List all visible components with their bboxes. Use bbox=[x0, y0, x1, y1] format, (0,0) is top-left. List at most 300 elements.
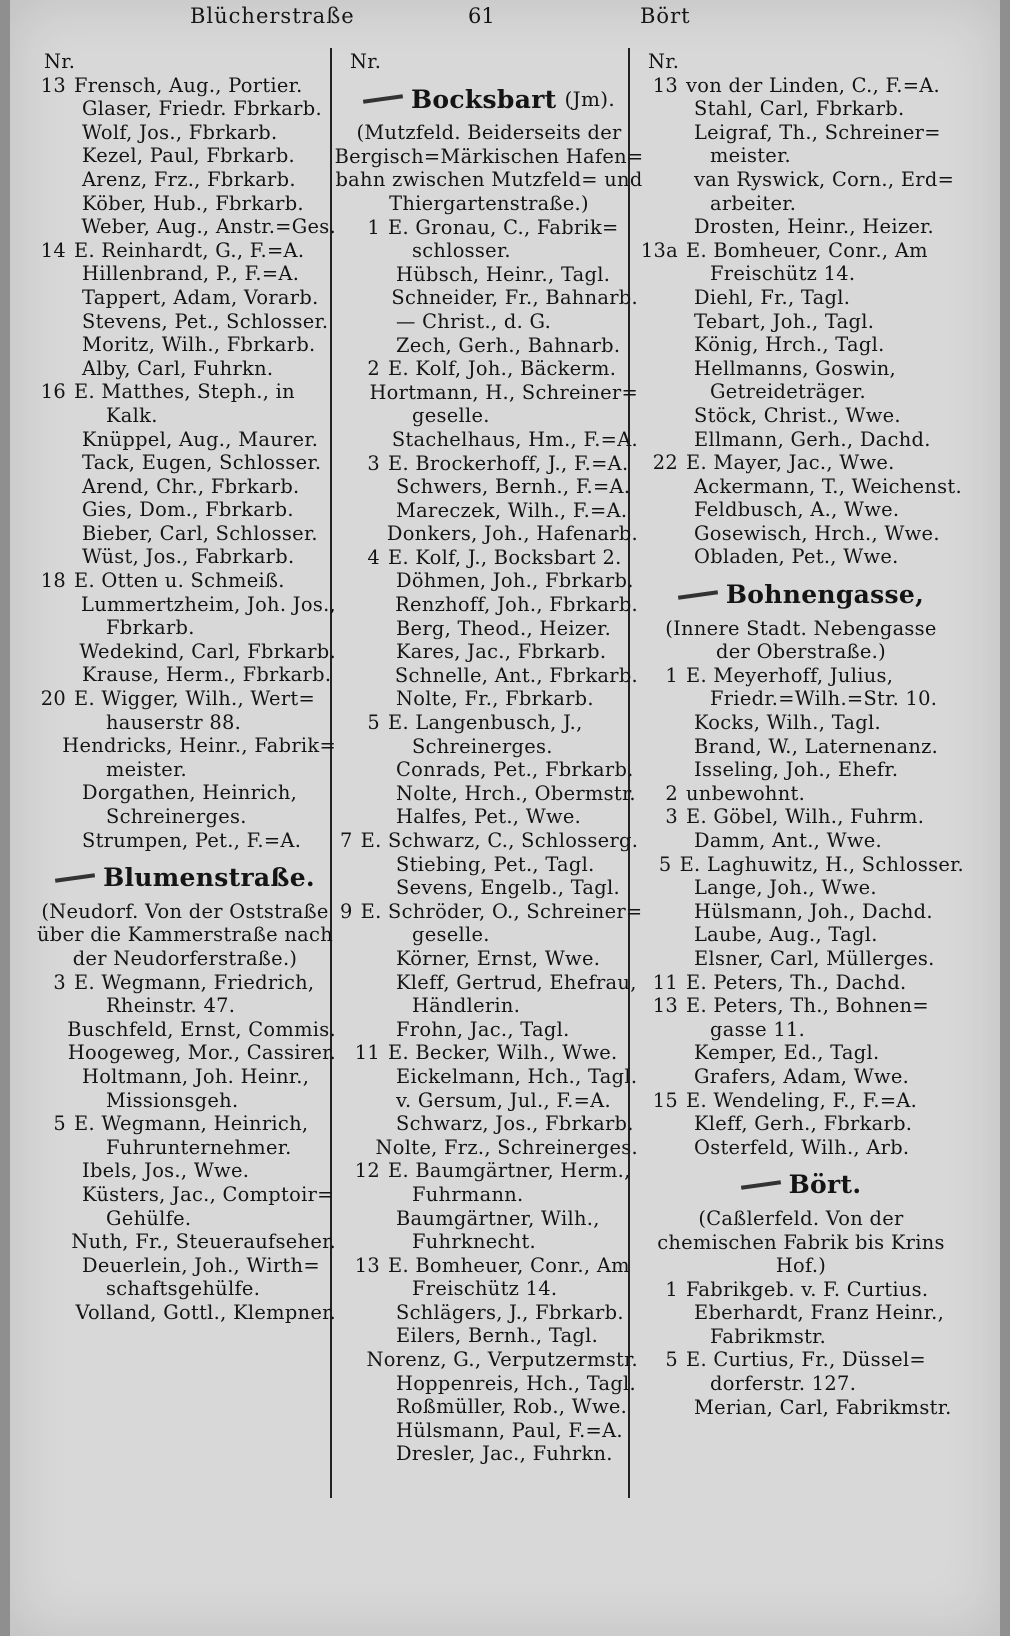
house-number bbox=[340, 1442, 388, 1466]
entry-text: E. Reinhardt, G., F.=A. bbox=[74, 238, 305, 262]
directory-entry bbox=[34, 50, 336, 74]
directory-entry bbox=[34, 994, 336, 1018]
house-number bbox=[638, 711, 686, 735]
entry-text: Körner, Ernst, Wwe. bbox=[396, 946, 601, 970]
entry-text: Frohn, Jac., Tagl. bbox=[396, 1017, 570, 1041]
house-number: 13 bbox=[354, 1253, 380, 1277]
directory-entry bbox=[340, 1159, 638, 1183]
entry-text: E. Wigger, Wilh., Wert= bbox=[74, 687, 316, 711]
directory-entry bbox=[340, 1183, 638, 1207]
header-left-street: Blücherstraße bbox=[190, 4, 355, 28]
directory-entry bbox=[340, 687, 638, 711]
entry-text: Krause, Herm., Fbrkarb. bbox=[82, 663, 332, 687]
section-description: bahn zwischen Mutzfeld= und bbox=[335, 168, 643, 192]
house-number: 13 bbox=[652, 994, 678, 1018]
directory-entry bbox=[340, 1348, 638, 1372]
directory-entry bbox=[34, 380, 336, 404]
house-number: 15 bbox=[652, 1088, 678, 1112]
house-number bbox=[340, 1018, 388, 1042]
directory-entry bbox=[34, 734, 336, 758]
section-heading bbox=[34, 863, 336, 893]
directory-entry bbox=[34, 1277, 336, 1301]
house-number bbox=[34, 829, 74, 853]
house-number bbox=[638, 1136, 686, 1160]
directory-entry bbox=[34, 616, 336, 640]
directory-entry bbox=[34, 1230, 336, 1254]
entry-continuation: Rheinstr. 47. bbox=[106, 994, 236, 1018]
section-description: (Innere Stadt. Nebengasse bbox=[665, 616, 937, 640]
house-number bbox=[34, 1018, 59, 1042]
heading-dash bbox=[55, 873, 95, 883]
house-number bbox=[34, 781, 74, 805]
directory-entry bbox=[638, 1112, 964, 1136]
directory-entry bbox=[340, 357, 638, 381]
column-right bbox=[638, 50, 964, 1419]
house-number bbox=[34, 357, 74, 381]
entry-text: Obladen, Pet., Wwe. bbox=[694, 545, 899, 569]
entry-text: Köber, Hub., Fbrkarb. bbox=[82, 191, 304, 215]
entry-continuation: Händlerin. bbox=[412, 994, 521, 1018]
directory-entry bbox=[340, 1207, 638, 1231]
house-number bbox=[34, 545, 74, 569]
section-heading bbox=[638, 1170, 964, 1200]
entry-text: Weber, Aug., Anstr.=Ges. bbox=[81, 215, 336, 239]
directory-entry bbox=[340, 381, 638, 405]
directory-entry bbox=[34, 1254, 336, 1278]
entry-text: Wedekind, Carl, Fbrkarb. bbox=[79, 639, 336, 663]
entry-text: Buschfeld, Ernst, Commis. bbox=[67, 1017, 336, 1041]
entry-text: E. Wegmann, Friedrich, bbox=[74, 970, 315, 994]
directory-entry bbox=[638, 1301, 964, 1325]
entry-text: Gosewisch, Hrch., Wwe. bbox=[694, 521, 940, 545]
entry-text: Deuerlein, Joh., Wirth= bbox=[82, 1253, 320, 1277]
house-number: 20 bbox=[40, 687, 66, 711]
house-number: 5 bbox=[367, 711, 380, 735]
directory-entry bbox=[340, 1301, 638, 1325]
directory-entry bbox=[34, 144, 336, 168]
entry-text: Kleff, Gerh., Fbrkarb. bbox=[694, 1112, 913, 1136]
directory-entry bbox=[638, 262, 964, 286]
section-title: Bohnengasse, bbox=[725, 580, 925, 610]
directory-entry bbox=[340, 1442, 638, 1466]
house-number bbox=[638, 947, 686, 971]
house-number: 4 bbox=[367, 545, 380, 569]
house-number bbox=[638, 923, 686, 947]
section-description: chemischen Fabrik bis Krins bbox=[657, 1230, 945, 1254]
house-number bbox=[340, 1324, 388, 1348]
entry-text: Kleff, Gertrud, Ehefrau, bbox=[396, 970, 637, 994]
entry-text: E. Curtius, Fr., Düssel= bbox=[686, 1348, 926, 1372]
entry-continuation: Schreinerges. bbox=[412, 734, 553, 758]
house-number bbox=[340, 428, 384, 452]
house-number bbox=[340, 640, 388, 664]
directory-entry bbox=[340, 216, 638, 240]
house-number bbox=[638, 97, 686, 121]
house-number: 1 bbox=[665, 1277, 678, 1301]
directory-entry bbox=[638, 758, 964, 782]
directory-entry bbox=[638, 947, 964, 971]
entry-text: Eickelmann, Hch., Tagl. bbox=[396, 1064, 638, 1088]
entry-text: E. Kolf, J., Bocksbart 2. bbox=[388, 545, 622, 569]
entry-text: E. Laghuwitz, H., Schlosser. bbox=[679, 852, 964, 876]
directory-entry bbox=[340, 664, 638, 688]
directory-entry bbox=[638, 357, 964, 381]
directory-entry bbox=[34, 310, 336, 334]
entry-continuation: Freischütz 14. bbox=[412, 1277, 558, 1301]
house-number bbox=[34, 192, 74, 216]
entry-text: Brand, W., Laternenanz. bbox=[694, 734, 939, 758]
entry-text: Schlägers, J., Fbrkarb. bbox=[396, 1300, 624, 1324]
house-number bbox=[638, 215, 686, 239]
entry-continuation: Fuhrknecht. bbox=[412, 1230, 537, 1254]
entry-text: Strumpen, Pet., F.=A. bbox=[82, 828, 302, 852]
house-number: 3 bbox=[367, 451, 380, 475]
house-number bbox=[340, 853, 388, 877]
house-number bbox=[34, 333, 74, 357]
directory-entry bbox=[638, 1325, 964, 1349]
entry-continuation: Kalk. bbox=[106, 403, 158, 427]
entry-text: Hübsch, Heinr., Tagl. bbox=[396, 262, 611, 286]
column-middle bbox=[334, 50, 644, 1466]
entry-text: Renzhoff, Joh., Fbrkarb. bbox=[395, 593, 638, 617]
entry-text: E. Wegmann, Heinrich, bbox=[74, 1112, 309, 1136]
directory-entry bbox=[638, 428, 964, 452]
section-description: (Neudorf. Von der Oststraße bbox=[41, 899, 329, 923]
entry-text: Diehl, Fr., Tagl. bbox=[694, 285, 851, 309]
house-number bbox=[340, 1419, 388, 1443]
entry-text: v. Gersum, Jul., F.=A. bbox=[396, 1088, 611, 1112]
directory-entry bbox=[638, 994, 964, 1018]
entry-text: Ellmann, Gerh., Dachd. bbox=[694, 427, 931, 451]
directory-entry bbox=[34, 522, 336, 546]
directory-entry bbox=[34, 428, 336, 452]
house-number bbox=[34, 144, 74, 168]
directory-entry bbox=[34, 498, 336, 522]
entry-text: Hillenbrand, P., F.=A. bbox=[82, 262, 300, 286]
entry-text: Drosten, Heinr., Heizer. bbox=[694, 215, 935, 239]
directory-entry bbox=[638, 50, 964, 74]
section-suffix: (Jm). bbox=[564, 86, 615, 111]
directory-entry bbox=[340, 428, 638, 452]
house-number bbox=[340, 1136, 368, 1160]
house-number: 2 bbox=[367, 357, 380, 381]
directory-entry bbox=[638, 876, 964, 900]
house-number bbox=[340, 1372, 388, 1396]
entry-text: Eberhardt, Franz Heinr., bbox=[694, 1301, 945, 1325]
entry-text: E. Brockerhoff, J., F.=A. bbox=[388, 451, 629, 475]
entry-continuation: hauserstr 88. bbox=[106, 710, 242, 734]
house-number bbox=[340, 617, 388, 641]
directory-entry bbox=[638, 74, 964, 98]
directory-entry bbox=[34, 1112, 336, 1136]
house-number bbox=[638, 876, 686, 900]
entry-continuation: Freischütz 14. bbox=[710, 262, 856, 286]
directory-entry bbox=[34, 192, 336, 216]
house-number: 22 bbox=[652, 451, 678, 475]
directory-entry bbox=[638, 380, 964, 404]
directory-entry bbox=[340, 805, 638, 829]
house-number bbox=[340, 1207, 388, 1231]
house-number bbox=[638, 1301, 686, 1325]
entry-text: Hendricks, Heinr., Fabrik= bbox=[62, 734, 336, 758]
directory-entry bbox=[638, 192, 964, 216]
directory-page bbox=[10, 0, 1000, 1636]
directory-entry bbox=[34, 1159, 336, 1183]
entry-text: Stiebing, Pet., Tagl. bbox=[396, 852, 595, 876]
entry-text: Dorgathen, Heinrich, bbox=[82, 781, 298, 805]
directory-entry bbox=[340, 1254, 638, 1278]
house-number bbox=[340, 664, 387, 688]
entry-text: Nolte, Fr., Fbrkarb. bbox=[396, 687, 594, 711]
directory-entry bbox=[34, 805, 336, 829]
entry-text: Schwers, Bernh., F.=A. bbox=[396, 475, 631, 499]
directory-entry bbox=[638, 97, 964, 121]
house-number bbox=[638, 404, 686, 428]
entry-text: E. Göbel, Wilh., Fuhrm. bbox=[686, 805, 925, 829]
entry-text: Merian, Carl, Fabrikmstr. bbox=[694, 1395, 952, 1419]
directory-entry bbox=[34, 1301, 336, 1325]
entry-text: Schnelle, Ant., Fbrkarb. bbox=[394, 663, 638, 687]
directory-entry bbox=[340, 1041, 638, 1065]
entry-text: Tack, Eugen, Schlosser. bbox=[82, 451, 322, 475]
house-number: 3 bbox=[665, 805, 678, 829]
entry-text: Stöck, Christ., Wwe. bbox=[694, 403, 901, 427]
directory-entry bbox=[340, 522, 638, 546]
house-number bbox=[340, 263, 388, 287]
house-number: 13 bbox=[652, 73, 678, 97]
directory-entry bbox=[34, 971, 336, 995]
house-number bbox=[34, 428, 74, 452]
entry-text: Hellmanns, Goswin, bbox=[694, 356, 896, 380]
directory-entry bbox=[638, 168, 964, 192]
entry-text: Fabrikgeb. v. F. Curtius. bbox=[686, 1277, 929, 1301]
entry-text: Laube, Aug., Tagl. bbox=[694, 923, 878, 947]
entry-continuation: schlosser. bbox=[412, 239, 511, 263]
entry-text: Hoogeweg, Mor., Cassirer. bbox=[67, 1041, 336, 1065]
directory-entry bbox=[34, 262, 336, 286]
directory-entry bbox=[34, 829, 336, 853]
directory-entry bbox=[340, 546, 638, 570]
entry-text: Berg, Theod., Heizer. bbox=[396, 616, 612, 640]
house-number bbox=[638, 900, 686, 924]
house-number bbox=[34, 1159, 74, 1183]
directory-entry bbox=[34, 663, 336, 687]
entry-text: Sevens, Engelb., Tagl. bbox=[396, 876, 620, 900]
directory-entry bbox=[340, 640, 638, 664]
entry-text: Nuth, Fr., Steueraufseher. bbox=[71, 1230, 336, 1254]
house-number: 12 bbox=[354, 1159, 380, 1183]
directory-entry bbox=[638, 853, 964, 877]
directory-entry bbox=[340, 829, 638, 853]
entry-text: Lummertzheim, Joh. Jos., bbox=[81, 592, 336, 616]
house-number: 3 bbox=[53, 970, 66, 994]
house-number bbox=[34, 286, 74, 310]
entry-text: Stachelhaus, Hm., F.=A. bbox=[391, 427, 638, 451]
entry-continuation: Getreideträger. bbox=[710, 380, 866, 404]
entry-text: Gies, Dom., Fbrkarb. bbox=[82, 498, 294, 522]
directory-entry bbox=[638, 1348, 964, 1372]
directory-entry bbox=[340, 404, 638, 428]
entry-continuation: arbeiter. bbox=[710, 191, 797, 215]
entry-continuation: Missionsgeh. bbox=[106, 1088, 239, 1112]
entry-text: Nolte, Hrch., Obermstr. bbox=[396, 781, 636, 805]
directory-entry bbox=[340, 475, 638, 499]
house-number bbox=[340, 334, 388, 358]
directory-entry bbox=[638, 1136, 964, 1160]
entry-continuation: geselle. bbox=[412, 923, 490, 947]
entry-text: Hülsmann, Joh., Dachd. bbox=[694, 899, 933, 923]
section-description: der Neudorferstraße.) bbox=[72, 946, 298, 970]
directory-entry bbox=[638, 687, 964, 711]
house-number bbox=[34, 593, 73, 617]
section-title: Bört. bbox=[788, 1170, 862, 1200]
directory-entry bbox=[340, 239, 638, 263]
entry-text: E. Kolf, Joh., Bäckerm. bbox=[388, 357, 617, 381]
directory-entry bbox=[638, 782, 964, 806]
entry-continuation: Schreinerges. bbox=[106, 805, 247, 828]
entry-text: E. Schwarz, C., Schlosserg. bbox=[360, 829, 639, 852]
entry-text: Tebart, Joh., Tagl. bbox=[694, 309, 875, 333]
house-number bbox=[638, 1396, 686, 1420]
entry-text: Nr. bbox=[350, 50, 382, 73]
entry-continuation: meister. bbox=[106, 757, 187, 781]
directory-entry bbox=[638, 239, 964, 263]
house-number bbox=[34, 1254, 74, 1278]
heading-dash bbox=[741, 1180, 781, 1190]
house-number bbox=[638, 1041, 686, 1065]
entry-text: E. Becker, Wilh., Wwe. bbox=[388, 1041, 618, 1065]
house-number bbox=[340, 805, 388, 829]
entry-continuation: meister. bbox=[710, 144, 791, 168]
house-number bbox=[34, 168, 74, 192]
directory-entry bbox=[340, 1395, 638, 1419]
house-number bbox=[638, 168, 686, 192]
house-number bbox=[340, 971, 388, 995]
entry-text: Volland, Gottl., Klempner. bbox=[75, 1300, 336, 1324]
directory-entry bbox=[638, 900, 964, 924]
entry-text: Baumgärtner, Wilh., bbox=[396, 1206, 600, 1230]
directory-entry bbox=[638, 310, 964, 334]
directory-entry bbox=[340, 569, 638, 593]
directory-entry bbox=[638, 522, 964, 546]
directory-entry bbox=[638, 805, 964, 829]
directory-entry bbox=[340, 1112, 638, 1136]
entry-continuation: geselle. bbox=[412, 404, 490, 428]
entry-text: Bieber, Carl, Schlosser. bbox=[82, 521, 318, 545]
directory-entry bbox=[34, 451, 336, 475]
directory-entry bbox=[638, 545, 964, 569]
house-number: 5 bbox=[658, 852, 672, 876]
entry-text: E. Baumgärtner, Herm., bbox=[388, 1159, 631, 1183]
house-number bbox=[340, 522, 379, 546]
house-number bbox=[340, 758, 388, 782]
directory-entry bbox=[340, 1230, 638, 1254]
entry-text: Kares, Jac., Fbrkarb. bbox=[396, 640, 607, 664]
directory-entry bbox=[340, 758, 638, 782]
section-title: Blumenstraße. bbox=[103, 863, 315, 893]
directory-entry bbox=[638, 1041, 964, 1065]
house-number bbox=[340, 381, 361, 405]
entry-text: Damm, Ant., Wwe. bbox=[694, 829, 882, 852]
house-number bbox=[34, 1065, 74, 1089]
directory-entry bbox=[34, 687, 336, 711]
entry-text: Ackermann, T., Weichenst. bbox=[694, 474, 962, 498]
directory-entry bbox=[34, 286, 336, 310]
entry-text: E. Langenbusch, J., bbox=[388, 711, 583, 735]
entry-continuation: Fuhrmann. bbox=[412, 1182, 524, 1206]
page-header bbox=[10, 4, 1000, 34]
house-number bbox=[638, 286, 686, 310]
entry-text: Frensch, Aug., Portier. bbox=[74, 73, 303, 97]
directory-entry bbox=[34, 333, 336, 357]
entry-text: Tappert, Adam, Vorarb. bbox=[82, 285, 319, 309]
entry-text: E. Schröder, O., Schreiner= bbox=[360, 899, 643, 923]
directory-entry bbox=[638, 711, 964, 735]
entry-text: Hortmann, H., Schreiner= bbox=[369, 380, 638, 404]
entry-text: E. Matthes, Steph., in bbox=[74, 380, 295, 404]
house-number bbox=[638, 829, 686, 853]
house-number: 5 bbox=[665, 1348, 678, 1372]
directory-entry bbox=[638, 1396, 964, 1420]
directory-entry bbox=[638, 404, 964, 428]
section-description: Hof.) bbox=[775, 1254, 827, 1278]
entry-text: Zech, Gerh., Bahnarb. bbox=[396, 333, 621, 357]
directory-entry bbox=[340, 310, 638, 334]
directory-entry bbox=[638, 286, 964, 310]
entry-text: E. Peters, Th., Bohnen= bbox=[686, 994, 929, 1018]
house-number: 16 bbox=[40, 380, 66, 404]
page-number: 61 bbox=[468, 4, 495, 28]
entry-text: Lange, Joh., Wwe. bbox=[694, 876, 877, 900]
house-number bbox=[638, 498, 686, 522]
house-number bbox=[34, 663, 74, 687]
entry-text: Mareczek, Wilh., F.=A. bbox=[396, 498, 628, 522]
directory-entry bbox=[638, 1065, 964, 1089]
house-number bbox=[638, 758, 686, 782]
entry-text: Nr. bbox=[44, 50, 76, 73]
house-number bbox=[638, 121, 686, 145]
directory-entry bbox=[340, 50, 638, 74]
entry-text: Holtmann, Joh. Heinr., bbox=[82, 1064, 310, 1088]
entry-continuation: schaftsgehülfe. bbox=[106, 1277, 261, 1301]
entry-continuation: dorferstr. 127. bbox=[710, 1372, 857, 1396]
entry-text: Glaser, Friedr. Fbrkarb. bbox=[82, 97, 322, 121]
entry-text: E. Otten u. Schmeiß. bbox=[74, 569, 285, 593]
house-number bbox=[34, 522, 74, 546]
directory-entry bbox=[340, 899, 643, 924]
directory-entry bbox=[340, 452, 638, 476]
entry-text: Roßmüller, Rob., Wwe. bbox=[396, 1395, 628, 1419]
house-number bbox=[340, 1348, 358, 1372]
house-number bbox=[340, 569, 388, 593]
entry-text: Hoppenreis, Hch., Tagl. bbox=[396, 1371, 637, 1395]
entry-text: E. Wendeling, F., F.=A. bbox=[686, 1088, 918, 1112]
directory-entry bbox=[34, 1089, 336, 1113]
directory-entry bbox=[340, 1324, 638, 1348]
directory-entry bbox=[34, 640, 336, 664]
house-number: 13a bbox=[640, 238, 678, 262]
directory-entry bbox=[638, 829, 964, 853]
house-number bbox=[34, 451, 74, 475]
directory-entry bbox=[34, 475, 336, 499]
house-number bbox=[638, 475, 686, 499]
entry-continuation: Fabrikmstr. bbox=[710, 1324, 827, 1348]
house-number bbox=[340, 499, 388, 523]
house-number bbox=[340, 782, 388, 806]
entry-text: Wüst, Jos., Fabrkarb. bbox=[82, 545, 295, 569]
house-number bbox=[340, 1395, 388, 1419]
entry-text: E. Meyerhoff, Julius, bbox=[686, 663, 894, 687]
